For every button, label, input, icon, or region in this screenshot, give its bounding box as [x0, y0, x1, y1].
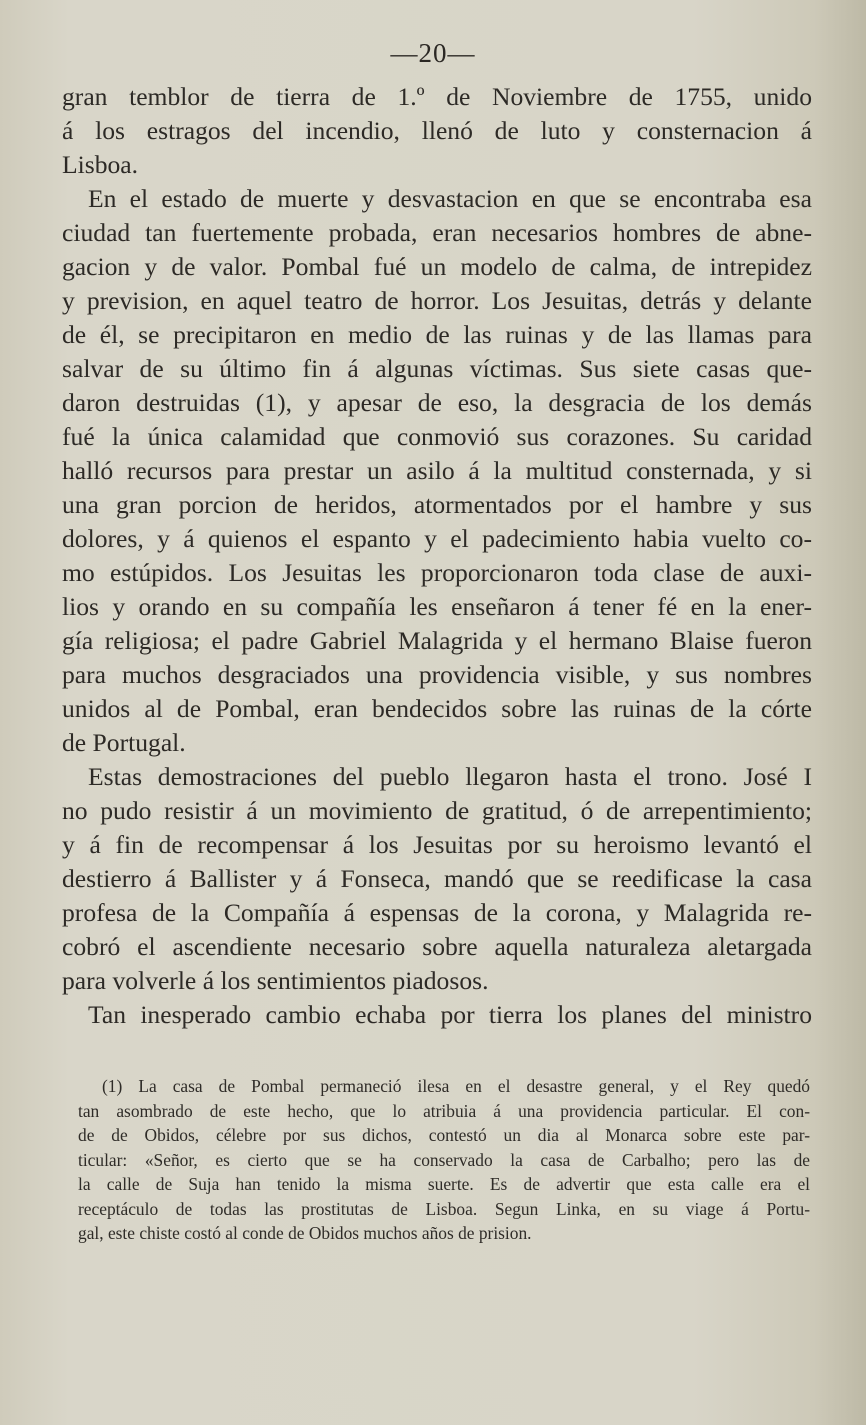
body-line: para volverle á los sentimientos piadosos.	[62, 966, 489, 995]
body-line: halló recursos para prestar un asilo á la multitud consternada, y si	[62, 456, 812, 485]
body-line: de Portugal.	[62, 728, 186, 757]
body-line: no pudo resistir á un movimiento de gratitud, ó de arrepentimiento;	[62, 796, 812, 825]
body-line: y á fin de recompensar á los Jesuitas por su heroismo levantó el	[62, 830, 812, 859]
body-line: dolores, y á quienos el espanto y el padecimiento habia vuelto co-	[62, 524, 812, 553]
footnote-line: de de Obidos, célebre por sus dichos, contestó un dia al Monarca sobre este par-	[78, 1125, 810, 1145]
body-line: mo estúpidos. Los Jesuitas les proporcionaron toda clase de auxi-	[62, 558, 812, 587]
body-line: destierro á Ballister y á Fonseca, mandó que se reedificase la casa	[62, 864, 812, 893]
body-line: cobró el ascendiente necesario sobre aquella naturaleza aletargada	[62, 932, 812, 961]
footnote-line: ticular: «Señor, es cierto que se ha conservado la casa de Carbalho; pero las de	[78, 1149, 810, 1170]
body-line: gía religiosa; el padre Gabriel Malagrida y el hermano Blaise fueron	[62, 626, 812, 655]
body-line: gacion y de valor. Pombal fué un modelo de calma, de intrepidez	[62, 252, 812, 281]
body-line: daron destruidas (1), y apesar de eso, la desgracia de los demás	[62, 388, 812, 417]
body-line: salvar de su último fin á algunas víctimas. Sus siete casas que-	[62, 354, 812, 383]
body-line: En el estado de muerte y desvastacion en que se encontraba esa	[88, 184, 812, 213]
body-line: una gran porcion de heridos, atormentados por el hambre y sus	[62, 490, 812, 519]
footnote	[78, 1074, 810, 1246]
body-line: Tan inesperado cambio echaba por tierra los planes del ministro	[88, 1000, 812, 1029]
footnote-line: tan asombrado de este hecho, que lo atribuia á una providencia particular. El con-	[78, 1100, 810, 1121]
body-line: y prevision, en aquel teatro de horror. Los Jesuitas, detrás y delante	[62, 286, 812, 315]
body-line: profesa de la Compañía á espensas de la corona, y Malagrida re-	[62, 898, 812, 927]
page-number: —20—	[390, 38, 476, 68]
body-line: lios y orando en su compañía les enseñaron á tener fé en la ener-	[62, 592, 812, 621]
footnote-line: la calle de Suja han tenido la misma suerte. Es de advertir que esta calle era el	[78, 1174, 810, 1194]
body-line: gran temblor de tierra de 1.º de Noviembre de 1755, unido	[62, 82, 812, 111]
body-line: unidos al de Pombal, eran bendecidos sobre las ruinas de la córte	[62, 694, 812, 723]
footnote-line: gal, este chiste costó al conde de Obidos muchos años de prision.	[78, 1223, 532, 1243]
footnote-line: (1) La casa de Pombal permaneció ilesa en el desastre general, y el Rey quedó	[102, 1076, 810, 1096]
body-line: á los estragos del incendio, llenó de luto y consternacion á	[62, 116, 812, 145]
body-line: ciudad tan fuertemente probada, eran necesarios hombres de abne-	[62, 218, 812, 247]
body-line: de él, se precipitaron en medio de las ruinas y de las llamas para	[62, 320, 812, 349]
footnote-line: receptáculo de todas las prostitutas de Lisboa. Segun Linka, en su viage á Portu-	[78, 1198, 810, 1219]
body-text	[62, 80, 812, 1032]
body-line: Lisboa.	[62, 150, 139, 179]
body-line: fué la única calamidad que conmovió sus corazones. Su caridad	[62, 422, 812, 451]
body-line: para muchos desgraciados una providencia visible, y sus nombres	[62, 660, 812, 689]
body-line: Estas demostraciones del pueblo llegaron hasta el trono. José I	[88, 762, 812, 791]
